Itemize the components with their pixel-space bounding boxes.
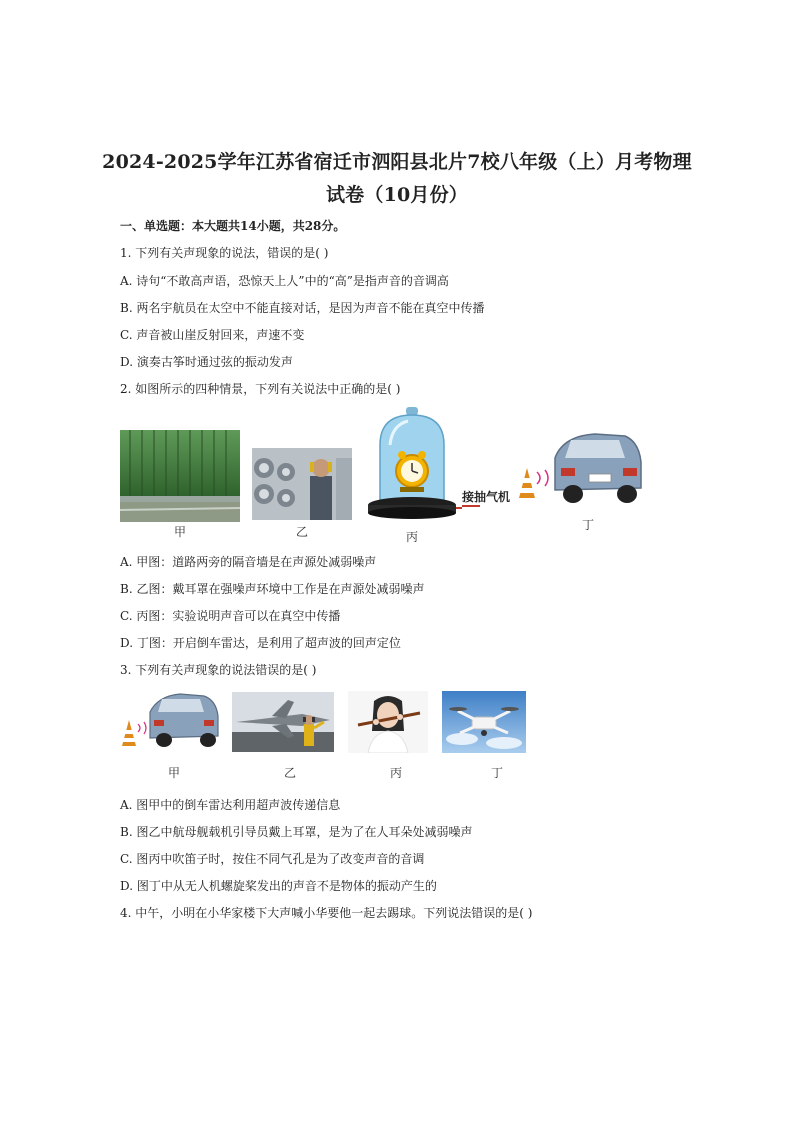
- q2-option-b: B. 乙图：戴耳罩在强噪声环境中工作是在声源处减弱噪声: [120, 582, 425, 596]
- q3-option-b: B. 图乙中航母舰载机引导员戴上耳罩，是为了在人耳朵处减弱噪声: [120, 825, 473, 839]
- q1-option-b: B. 两名宇航员在太空中不能直接对话，是因为声音不能在真空中传播: [120, 301, 485, 315]
- q2-label-yi: 乙: [296, 525, 309, 539]
- q2-option-a: A. 甲图：道路两旁的隔音墙是在声源处减弱噪声: [120, 555, 377, 569]
- q3-option-d: D. 图丁中从无人机螺旋桨发出的声音不是物体的振动产生的: [120, 879, 437, 893]
- q3-label-yi: 乙: [284, 766, 297, 780]
- q1-stem: 1. 下列有关声现象的说法，错误的是( ): [120, 246, 329, 260]
- q2-label-ding: 丁: [582, 518, 595, 532]
- q3-stem: 3. 下列有关声现象的说法错误的是( ): [120, 663, 317, 677]
- q2-option-d: D. 丁图：开启倒车雷达，是利用了超声波的回声定位: [120, 636, 401, 650]
- q2-figure-earmuff-worker: [252, 448, 352, 520]
- q1-option-a: A. 诗句“不敢高声语，恐惊天上人”中的“高”是指声音的音调高: [120, 274, 449, 288]
- q3-option-c: C. 图丙中吹笛子时，按住不同气孔是为了改变声音的音调: [120, 852, 425, 866]
- q3-figure-flute-player: [348, 691, 428, 753]
- q2-figure-sound-barrier: [120, 430, 240, 522]
- q3-label-bing: 丙: [390, 766, 403, 780]
- q3-label-jia: 甲: [168, 766, 181, 780]
- q1-option-d: D. 演奏古筝时通过弦的振动发声: [120, 355, 293, 369]
- q1-option-c: C. 声音被山崖反射回来，声速不变: [120, 328, 305, 342]
- q2-label-jia: 甲: [174, 525, 187, 539]
- q2-option-c: C. 丙图：实验说明声音可以在真空中传播: [120, 609, 341, 623]
- q4-stem: 4. 中午，小明在小华家楼下大声喊小华要他一起去踢球。下列说法错误的是( ): [120, 906, 533, 920]
- q2-stem: 2. 如图所示的四种情景，下列有关说法中正确的是( ): [120, 382, 401, 396]
- q3-figure-reversing-radar: [120, 690, 220, 750]
- exam-title-line2: 试卷（10月份）: [325, 184, 469, 206]
- exam-title-line1: 2024-2025学年江苏省宿迁市泗阳县北片7校八年级（上）月考物理: [102, 151, 692, 173]
- q3-label-ding: 丁: [491, 766, 504, 780]
- q3-figure-drone: [442, 691, 526, 753]
- section-heading: 一、单选题：本大题共14小题，共28分。: [120, 219, 346, 233]
- q2-label-bing: 丙: [406, 530, 419, 544]
- q3-figure-carrier-deck: [232, 692, 334, 752]
- q2-figure-bell-jar: [362, 405, 462, 530]
- q2-figure-reversing-radar: [515, 428, 645, 506]
- q2-pump-label: 接抽气机: [462, 490, 511, 504]
- q3-option-a: A. 图甲中的倒车雷达利用超声波传递信息: [120, 798, 341, 812]
